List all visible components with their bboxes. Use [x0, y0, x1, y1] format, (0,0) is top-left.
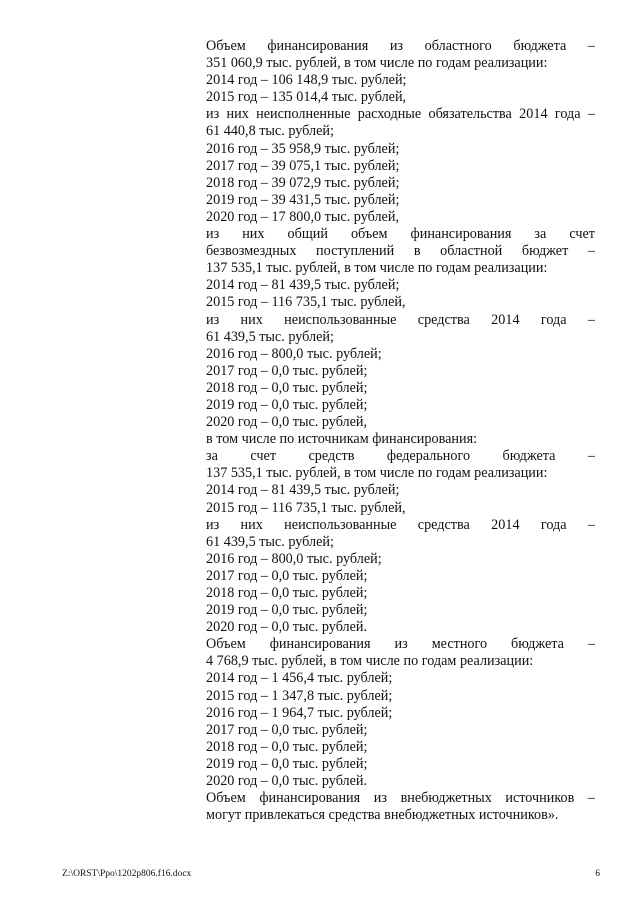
- text-line: 137 535,1 тыс. рублей, в том числе по годам реализации:: [206, 465, 548, 482]
- text-line: 4 768,9 тыс. рублей, в том числе по годам реализации:: [206, 653, 534, 670]
- text-line: Объем финансирования из областного бюджета –: [206, 38, 595, 54]
- text-line: 61 440,8 тыс. рублей;: [206, 123, 334, 140]
- text-line: 2020 год – 0,0 тыс. рублей.: [206, 773, 368, 790]
- text-line: 2018 год – 0,0 тыс. рублей;: [206, 738, 368, 755]
- text-line: 2016 год – 800,0 тыс. рублей;: [206, 550, 382, 567]
- text-line: 2020 год – 17 800,0 тыс. рублей,: [206, 208, 399, 225]
- text-line: 137 535,1 тыс. рублей, в том числе по годам реализации:: [206, 260, 548, 277]
- text-line: 2019 год – 0,0 тыс. рублей;: [206, 602, 368, 619]
- text-line: 351 060,9 тыс. рублей, в том числе по годам реализации:: [206, 55, 548, 72]
- text-line: могут привлекаться средства внебюджетных источников».: [206, 807, 559, 824]
- text-line: 2018 год – 0,0 тыс. рублей;: [206, 585, 368, 601]
- text-line: 2015 год – 1 347,8 тыс. рублей;: [206, 687, 393, 704]
- text-line: 2017 год – 0,0 тыс. рублей;: [206, 721, 368, 738]
- text-line: в том числе по источникам финансирования:: [206, 431, 478, 448]
- text-line: 2014 год – 106 148,9 тыс. рублей;: [206, 72, 407, 89]
- text-line: 2014 год – 81 439,5 тыс. рублей;: [206, 277, 400, 294]
- text-line: безвозмездных поступлений в областной бюджет –: [206, 243, 595, 260]
- text-line: 2018 год – 39 072,9 тыс. рублей;: [206, 174, 400, 191]
- page-footer: [62, 867, 600, 881]
- page-number: 6: [595, 869, 600, 879]
- text-line: 61 439,5 тыс. рублей;: [206, 328, 334, 345]
- text-line: из них общий объем финансирования за счет: [206, 226, 595, 243]
- text-line: 2014 год – 1 456,4 тыс. рублей;: [206, 670, 393, 687]
- text-line: за счет средств федерального бюджета –: [206, 448, 595, 465]
- text-line: Объем финансирования из местного бюджета –: [206, 636, 595, 653]
- text-line: 2017 год – 0,0 тыс. рублей;: [206, 362, 368, 379]
- text-line: 61 439,5 тыс. рублей;: [206, 533, 334, 550]
- text-line: 2016 год – 800,0 тыс. рублей;: [206, 345, 382, 362]
- text-line: 2016 год – 35 958,9 тыс. рублей;: [206, 140, 400, 157]
- text-line: 2017 год – 0,0 тыс. рублей;: [206, 567, 368, 584]
- text-line: 2020 год – 0,0 тыс. рублей.: [206, 619, 368, 636]
- text-line: 2019 год – 39 431,5 тыс. рублей;: [206, 191, 400, 208]
- text-line: 2014 год – 81 439,5 тыс. рублей;: [206, 482, 400, 499]
- text-line: из них неиспользованные средства 2014 года –: [206, 311, 595, 328]
- text-line: 2020 год – 0,0 тыс. рублей,: [206, 414, 368, 431]
- text-line: Объем финансирования из внебюджетных источников –: [206, 790, 595, 807]
- text-line: 2019 год – 0,0 тыс. рублей;: [206, 396, 368, 413]
- text-line: 2015 год – 116 735,1 тыс. рублей,: [206, 499, 406, 516]
- text-line: 2017 год – 39 075,1 тыс. рублей;: [206, 157, 400, 174]
- text-line: 2019 год – 0,0 тыс. рублей;: [206, 755, 368, 772]
- document-body: [206, 38, 595, 824]
- text-line: из них неиспользованные средства 2014 года –: [206, 516, 595, 533]
- text-line: 2015 год – 135 014,4 тыс. рублей,: [206, 89, 407, 106]
- text-line: 2016 год – 1 964,7 тыс. рублей;: [206, 704, 393, 721]
- footer-file-path: Z:\ORST\Ppo\1202p806.f16.docx: [62, 869, 192, 879]
- text-line: 2018 год – 0,0 тыс. рублей;: [206, 379, 368, 396]
- text-line: 2015 год – 116 735,1 тыс. рублей,: [206, 294, 406, 311]
- text-line: из них неисполненные расходные обязательства 2014 года –: [206, 106, 595, 123]
